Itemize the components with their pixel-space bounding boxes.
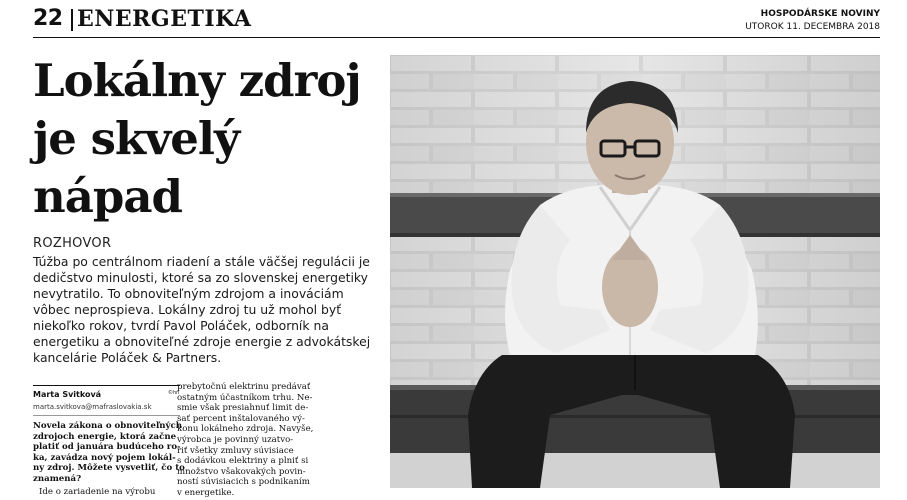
answer-line: Ide o zariadenie na výrobu	[39, 486, 156, 497]
column-line: ností súvisiacich s podnikaním	[177, 477, 310, 488]
column-line: prebytočnú elektrinu predávať	[177, 382, 311, 392]
author-name: Marta Svitková	[33, 390, 102, 399]
header-rule	[33, 37, 880, 38]
byline-rule	[33, 385, 180, 386]
article-column-2	[177, 382, 347, 499]
portrait-illustration	[390, 55, 880, 488]
issue-date: UTOROK 11. DECEMBRA 2018	[745, 22, 880, 32]
section-title: ENERGETIKA	[77, 6, 252, 32]
question-line: znamená?	[33, 473, 82, 484]
headline-line: je skvelý	[33, 112, 240, 165]
question-line: platiť od januára budúceho ro-	[33, 442, 181, 453]
portrait-photo	[390, 55, 880, 488]
question-line: zdrojoch energie, ktorá začne	[33, 431, 177, 442]
newspaper-name: HOSPODÁRSKE NOVINY	[760, 9, 880, 19]
column-line: v energetike.	[177, 487, 235, 498]
headline	[33, 52, 378, 226]
question-line: Novela zákona o obnoviteľných	[33, 421, 182, 431]
question-line: ka, zavádza nový pojem lokál-	[33, 452, 176, 463]
author-mark: ©hn	[168, 390, 180, 396]
author-email: marta.svitkova@mafraslovakia.sk	[33, 403, 152, 411]
page-number: 22	[33, 6, 63, 31]
headline-line: nápad	[33, 170, 182, 223]
column-line: riť všetky zmluvy súvisiace	[177, 445, 294, 456]
section-divider	[71, 9, 73, 31]
column-line: s dodávkou elektriny a plniť si	[177, 456, 309, 467]
article-column-1	[33, 421, 185, 497]
column-line: konu lokálneho zdroja. Navyše,	[177, 424, 314, 435]
article-kicker: ROZHOVOR	[33, 236, 112, 251]
page-header	[33, 6, 880, 36]
column-line: smie však presiahnuť limit de-	[177, 403, 309, 414]
headline-line: Lokálny zdroj	[33, 54, 361, 107]
article-lead: Túžba po centrálnom riadení a stále väčšej regulácii je dedičstvo minulosti, ktoré sa zo slovenskej energetiky nevytratilo. To obnoviteľným zdrojom a inováciám vôbec neprospieva. Lokálny zdroj tu už mohol byť niekoľko rokov, tvrdí Pavol Poláček, odborník na energetiku a obnoviteľné zdroje energie z advokátskej kancelárie Poláček & Partners.	[33, 254, 371, 365]
byline-rule-bottom	[33, 415, 180, 416]
column-line: množstvo všakovakých povin-	[177, 466, 306, 477]
question-line: ny zdroj. Môžete vysvetliť, čo to	[33, 463, 185, 474]
column-line: výrobca je povinný uzatvo-	[177, 434, 294, 445]
column-line: sať percent inštalovaného vý-	[177, 413, 305, 424]
column-line: ostatným účastníkom trhu. Ne-	[177, 392, 313, 403]
